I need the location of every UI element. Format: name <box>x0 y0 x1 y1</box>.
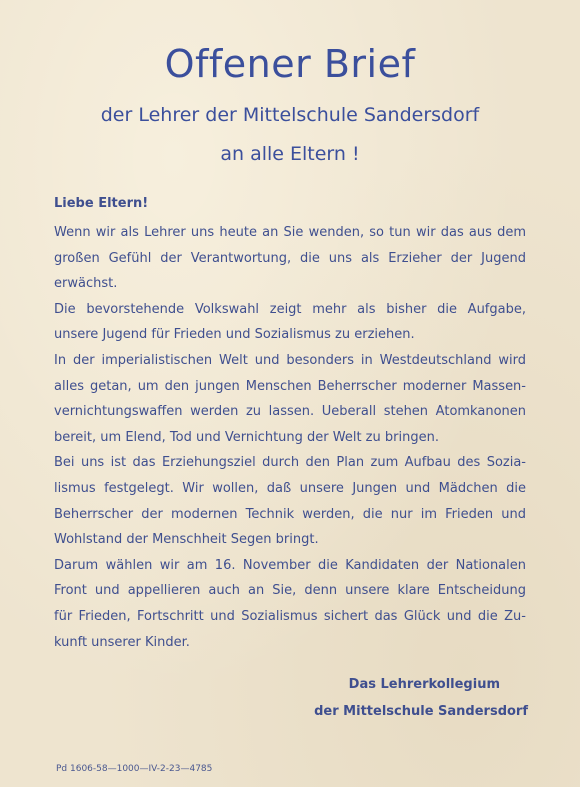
letter-greeting: Liebe Eltern! <box>54 196 149 211</box>
letter-body <box>54 220 526 655</box>
letter-body-line: lismus festgelegt. Wir wollen, daß unsere Jungen und Mädchen die <box>54 480 526 496</box>
letter-body-line: vernichtungswaffen werden zu lassen. Ueberall stehen Atomkanonen <box>54 404 526 420</box>
letter-body-line: Beherrscher der modernen Technik werden, die nur im Frieden und <box>54 506 526 522</box>
letter-body-line: Front und appellieren auch an Sie, denn unsere klare Entscheidung <box>54 583 526 599</box>
letter-body-line: unsere Jugend für Frieden und Sozialismus zu erziehen. <box>54 327 415 343</box>
letter-body-line: Darum wählen wir am 16. November die Kandidaten der Nationalen <box>54 557 526 573</box>
letter-body-line: kunft unserer Kinder. <box>54 634 190 650</box>
letter-body-line: erwächst. <box>54 276 118 292</box>
letter-body-line: großen Gefühl der Verantwortung, die uns als Erzieher der Jugend <box>54 250 526 266</box>
signature-line-1: Das Lehrerkollegium <box>348 677 500 692</box>
letter-body-line: alles getan, um den jungen Menschen Beherrscher moderner Massen- <box>54 378 526 394</box>
signature-line-2: der Mittelschule Sandersdorf <box>314 704 528 719</box>
letter-body-line: für Frieden, Fortschritt und Sozialismus sichert das Glück und die Zu- <box>54 608 526 624</box>
letter-body-line: bereit, um Elend, Tod und Vernichtung der Welt zu bringen. <box>54 429 439 445</box>
letter-body-line: Bei uns ist das Erziehungsziel durch den Plan zum Aufbau des Sozia- <box>54 455 526 471</box>
print-code: Pd 1606-58—1000—IV-2-23—4785 <box>56 764 213 774</box>
letter-body-line: In der imperialistischen Welt und besonders in Westdeutschland wird <box>54 352 526 368</box>
letter-subtitle-senders: der Lehrer der Mittelschule Sandersdorf <box>100 104 480 126</box>
letter-body-line: Wohlstand der Menschheit Segen bringt. <box>54 532 319 548</box>
letter-subtitle-recipients: an alle Eltern ! <box>220 143 360 165</box>
letter-body-line: Wenn wir als Lehrer uns heute an Sie wenden, so tun wir das aus dem <box>54 225 526 240</box>
letter-body-line: Die bevorstehende Volkswahl zeigt mehr als bisher die Aufgabe, <box>54 301 526 317</box>
letter-title: Offener Brief <box>164 42 416 86</box>
